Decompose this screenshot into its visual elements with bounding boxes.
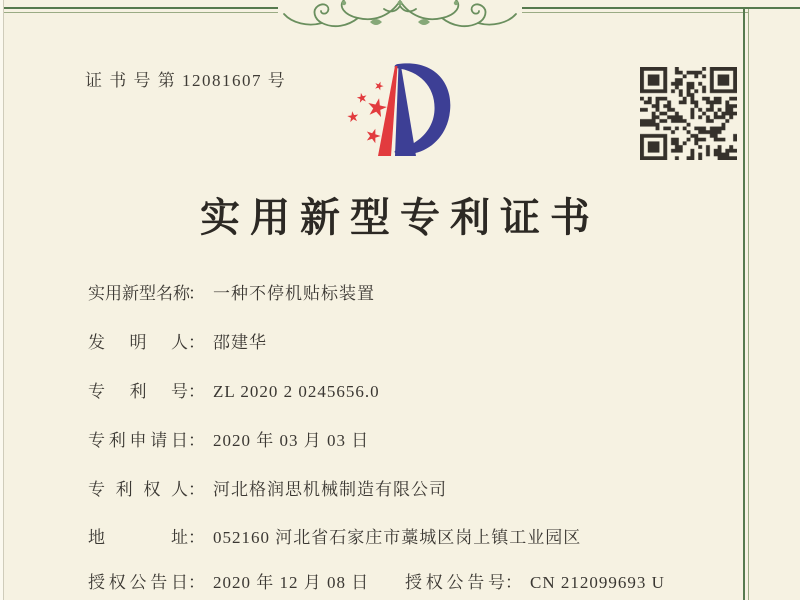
field-row-filing-date [88, 429, 369, 453]
field-value: ZL 2020 2 0245656.0 [213, 382, 380, 401]
field-value: 河北格润思机械制造有限公司 [213, 480, 447, 499]
field-label: 专利权人 [88, 480, 188, 499]
frame-right-inner-line [748, 9, 749, 600]
frame-left-faint-line [3, 0, 4, 600]
field-colon: ： [188, 333, 205, 352]
field-colon: ： [188, 480, 205, 499]
field-colon: ： [188, 573, 205, 592]
frame-right-line [743, 7, 745, 600]
field-row-address [88, 526, 581, 550]
field-row-patentee [88, 478, 447, 502]
field-value: 邵建华 [213, 333, 267, 352]
field-value: 052160 河北省石家庄市藁城区岗上镇工业园区 [213, 528, 582, 547]
field-label: 实用新型名称 [88, 284, 190, 303]
field-label: 专利号 [88, 382, 188, 401]
field-value: 2020 年 03 月 03 日 [213, 431, 370, 450]
field-colon: ： [188, 431, 205, 450]
field-colon: ： [188, 528, 205, 547]
field-value: 2020 年 12 月 08 日 [213, 573, 370, 592]
cnipa-patent-logo-icon [338, 56, 460, 168]
field-row-utility-model-name [88, 282, 375, 306]
certificate-title: 实用新型专利证书 [200, 195, 600, 240]
field-row-grant-date [88, 571, 369, 595]
field-row-inventor [88, 331, 267, 355]
qr-code [640, 67, 737, 160]
field-colon: ： [188, 382, 205, 401]
field-row-patent-number [88, 380, 380, 404]
field-value: 一种不停机贴标装置 [213, 284, 375, 303]
field-colon: ： [188, 284, 205, 303]
floral-flourish-icon [278, 0, 522, 32]
field-label: 发明人 [88, 333, 188, 352]
field-label: 授权公告日 [88, 573, 188, 592]
field-row-grant-number [405, 571, 665, 595]
field-label: 专利申请日 [88, 431, 188, 450]
certificate-number: 证 书 号 第 12081607 号 [85, 71, 287, 90]
field-label: 地址 [88, 528, 188, 547]
field-value: CN 212099693 U [530, 573, 665, 592]
field-label: 授权公告号 [405, 573, 505, 592]
field-colon: ： [505, 573, 522, 592]
